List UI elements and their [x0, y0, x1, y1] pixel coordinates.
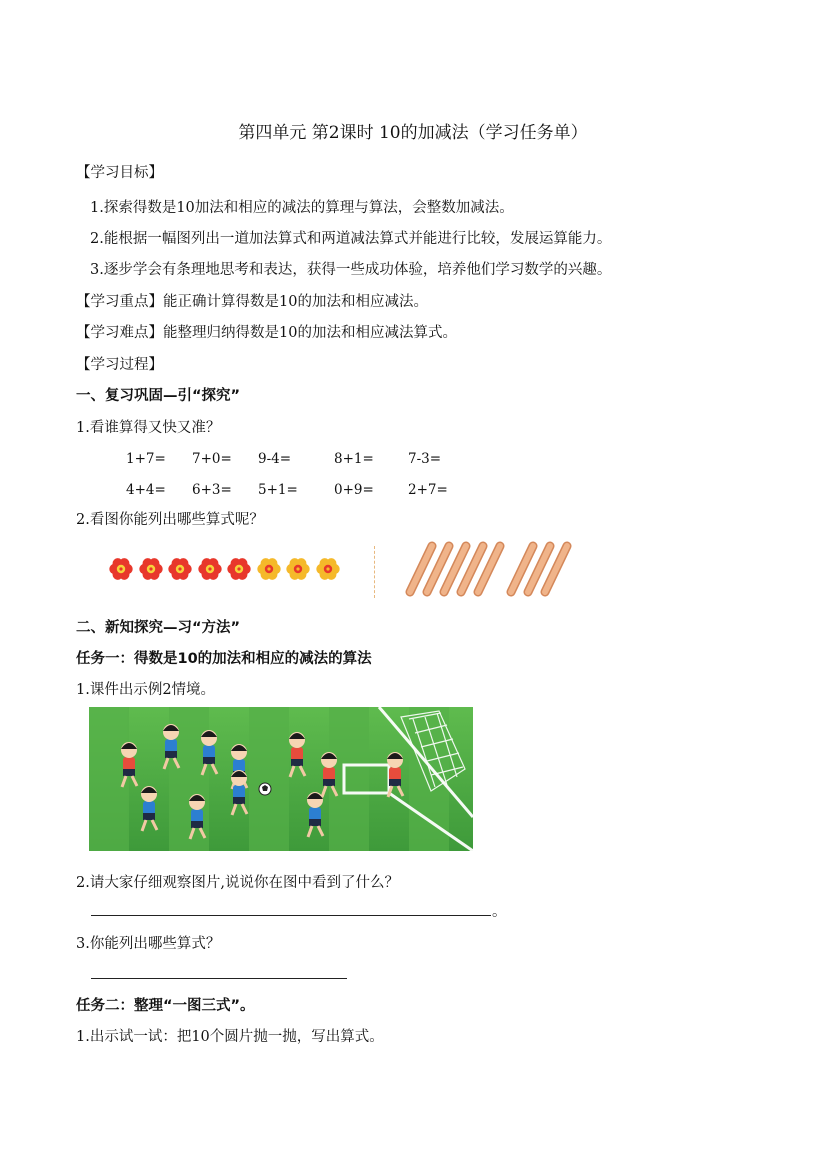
soccer-scene-image	[89, 707, 473, 851]
key-point: 【学习重点】能正确计算得数是10的加法和相应减法。	[76, 294, 428, 310]
objective-item: 1.探索得数是10加法和相应的减法的算理与算法，会整数加减法。	[90, 200, 514, 216]
objectives-heading: 【学习目标】	[76, 165, 163, 181]
section1-question-2: 2.看图你能列出哪些算式呢？	[76, 512, 264, 528]
flower-icon	[256, 556, 282, 582]
equation: 5+1=	[258, 482, 298, 498]
objective-item: 3.逐步学会有条理地思考和表达，获得一些成功体验，培养他们学习数学的兴趣。	[90, 262, 612, 278]
difficulty: 【学习难点】能整理归纳得数是10的加法和相应减法算式。	[76, 325, 457, 341]
answer-line[interactable]	[91, 978, 347, 979]
equation: 0+9=	[334, 482, 374, 498]
equation: 4+4=	[126, 482, 166, 498]
equation: 2+7=	[408, 482, 448, 498]
task1-question-2: 2.请大家仔细观察图片,说说你在图中看到了什么？	[76, 875, 399, 891]
sentence-end: 。	[492, 904, 507, 920]
objective-item: 2.能根据一幅图列出一道加法算式和两道减法算式并能进行比较，发展运算能力。	[90, 231, 612, 247]
flower-icon	[285, 556, 311, 582]
answer-line[interactable]	[91, 915, 491, 916]
equation: 7+0=	[192, 451, 232, 467]
section2-heading: 二、新知探究—习“方法”	[76, 620, 241, 636]
dashed-divider	[374, 546, 375, 598]
equation: 7-3=	[408, 451, 442, 467]
equation: 6+3=	[192, 482, 232, 498]
task1-question-3: 3.你能列出哪些算式？	[76, 936, 221, 952]
section1-heading: 一、复习巩固—引“探究”	[76, 388, 241, 404]
process-heading: 【学习过程】	[76, 357, 163, 373]
equation: 8+1=	[334, 451, 374, 467]
flower-icon	[167, 556, 193, 582]
page-title: 第四单元 第2课时 10的加减法（学习任务单）	[238, 123, 588, 143]
flower-icon	[108, 556, 134, 582]
sticks-illustration	[404, 540, 594, 600]
section1-question-1: 1.看谁算得又快又准？	[76, 420, 221, 436]
task1-heading: 任务一：得数是10的加法和相应的减法的算法	[76, 651, 372, 667]
equation: 1+7=	[126, 451, 166, 467]
equation: 9-4=	[258, 451, 292, 467]
task2-question-1: 1.出示试一试：把10个圆片抛一抛，写出算式。	[76, 1029, 384, 1045]
task2-heading: 任务二：整理“一图三式”。	[76, 998, 255, 1014]
flower-icon	[138, 556, 164, 582]
flower-icon	[197, 556, 223, 582]
task1-question-1: 1.课件出示例2情境。	[76, 682, 216, 698]
flower-icon	[315, 556, 341, 582]
flower-icon	[226, 556, 252, 582]
